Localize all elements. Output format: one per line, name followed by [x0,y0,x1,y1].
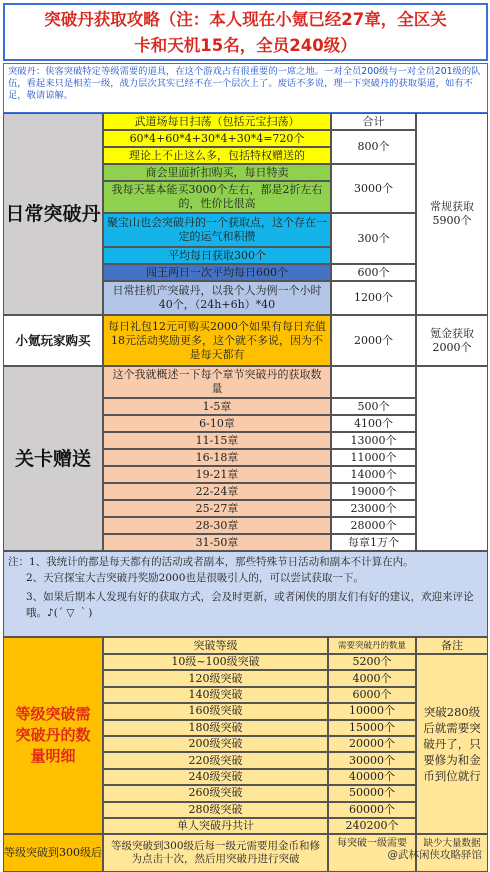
daily-row-9: 日常挂机产突破丹，以我个人为例一个小时40个，（24h+6h）*40 [103,281,331,315]
stage-chapter: 31-50章 [103,534,331,551]
levels-header-level: 突破等级 [103,637,328,654]
level-row-amount: 4000个 [328,670,416,686]
stage-chapter: 28-30章 [103,517,331,534]
bottom-text: 等级突破到300级后每一级元需要用金币和修为点击十次，然后用突破丹进行突破 [103,834,328,872]
daily-row-1: 武道场每日扫荡（包括元宝扫荡） [103,113,331,130]
category-paid: 小氪玩家购买 [3,315,103,366]
levels-header-amount: 需要突破丹的数量 [328,637,416,654]
intro-text: 突破丹：侠客突破特定等级需要的道具，在这个游戏占有很重要的一席之地。一对全员200级与一对全员201级的队伍，看起来只是相差一级，战力层次其实已经不在一个层次上了。废话不多说，理一下突破丹的获取渠道，如有不足，敬请谅解。 [3,63,488,113]
level-row-label: 220级突破 [103,752,328,768]
daily-row-2: 60*4+60*4+30*4+30*4=720个 [103,130,331,147]
stage-amount: 28000个 [331,517,416,534]
bottom-category: 等级突破到300级后 [3,834,103,872]
stage-chapter: 1-5章 [103,398,331,415]
category-daily: 日常突破丹 [3,113,103,315]
stage-amount: 每章1万个 [331,534,416,551]
level-row-label: 160级突破 [103,703,328,719]
paid-text: 每日礼包12元可购买2000个如果有每日充值18元活动奖励更多，这个就不多说，因为不是每天都有 [103,315,331,366]
paid-summary: 氪金获取2000个 [416,315,488,366]
daily-total-2: 3000个 [331,164,416,213]
level-row-label: 10级~100级突破 [103,654,328,670]
level-row-label: 260级突破 [103,785,328,801]
level-row-label: 140级突破 [103,687,328,703]
daily-row-3: 理论上不止这么多，包括特权赠送的 [103,147,331,164]
stage-amount: 14000个 [331,466,416,483]
title-line-1: 突破丹获取攻略（注：本人现在小氪已经27章，全区关 [44,10,447,29]
category-stages: 关卡赠送 [3,366,103,551]
daily-total-1: 800个 [331,130,416,164]
stage-amount: 500个 [331,398,416,415]
note-2: 2、天宫探宝大吉突破丹奖励2000也是很吸引人的，可以尝试获取一下。 [26,572,364,584]
daily-total-3: 300个 [331,213,416,264]
level-row-amount: 6000个 [328,687,416,703]
level-row-label: 单人突破丹共计 [103,818,328,834]
level-row-amount: 40000个 [328,769,416,785]
daily-header-total: 合计 [331,113,416,130]
daily-total-4: 600个 [331,264,416,281]
notes-box [3,551,488,637]
category-levels: 等级突破需突破丹的数量明细 [3,637,103,834]
stage-amount: 19000个 [331,483,416,500]
daily-row-7: 平均每日获取300个 [103,247,331,264]
level-row-amount: 60000个 [328,802,416,818]
bottom-amount: 每突破一级需要 [328,834,416,872]
stages-intro-amount [331,366,416,398]
paid-total: 2000个 [331,315,416,366]
bottom-note: 缺少大量数据 [416,834,488,872]
levels-header-note: 备注 [416,637,488,654]
stage-chapter: 16-18章 [103,449,331,466]
level-row-label: 240级突破 [103,769,328,785]
stage-amount: 13000个 [331,432,416,449]
stage-chapter: 19-21章 [103,466,331,483]
stage-amount: 4100个 [331,415,416,432]
stage-amount: 11000个 [331,449,416,466]
level-row-amount: 50000个 [328,785,416,801]
level-row-amount: 20000个 [328,736,416,752]
level-row-label: 180级突破 [103,720,328,736]
stage-chapter: 22-24章 [103,483,331,500]
level-row-label: 200级突破 [103,736,328,752]
note-1: 注：1、我统计的都是每天都有的活动或者副本，那些特殊节日活动和副本不计算在内。 [8,556,414,568]
level-row-amount: 5200个 [328,654,416,670]
daily-summary: 常规获取5900个 [416,113,488,315]
note-3: 3、如果后期本人发现有好的获取方式，会及时更新，或者闲侠的朋友们有好的建议，欢迎来评论哦。♪(´ ▽ ｀) [26,591,474,619]
level-row-amount: 10000个 [328,703,416,719]
stage-chapter: 25-27章 [103,500,331,517]
stage-amount: 23000个 [331,500,416,517]
level-row-label: 120级突破 [103,670,328,686]
daily-row-5: 我每天基本能买3000个左右，都是2折左右的，性价比很高 [103,181,331,213]
daily-row-6: 聚宝山也会突破丹的一个获取点，这个存在一定的运气和积攒 [103,213,331,247]
stage-chapter: 11-15章 [103,432,331,449]
level-row-amount: 240200个 [328,818,416,834]
title-line-2: 卡和天机15名，全员240级） [134,36,357,55]
page-title [3,3,488,61]
stages-intro: 这个我就概述一下每个章节突破丹的获取数量 [103,366,331,398]
stage-chapter: 6-10章 [103,415,331,432]
levels-note: 突破280级后就需要突破丹了，只要修为和金币到位就行 [416,654,488,834]
level-row-label: 280级突破 [103,802,328,818]
daily-row-4: 商会里面折扣购买，每日特卖 [103,164,331,181]
daily-row-8: 闯王两日一次平均每日600个 [103,264,331,281]
level-row-amount: 30000个 [328,752,416,768]
watermark: @武林闲侠攻略驿馆 [387,849,482,861]
daily-total-5: 1200个 [331,281,416,315]
stages-side [416,366,488,551]
level-row-amount: 15000个 [328,720,416,736]
